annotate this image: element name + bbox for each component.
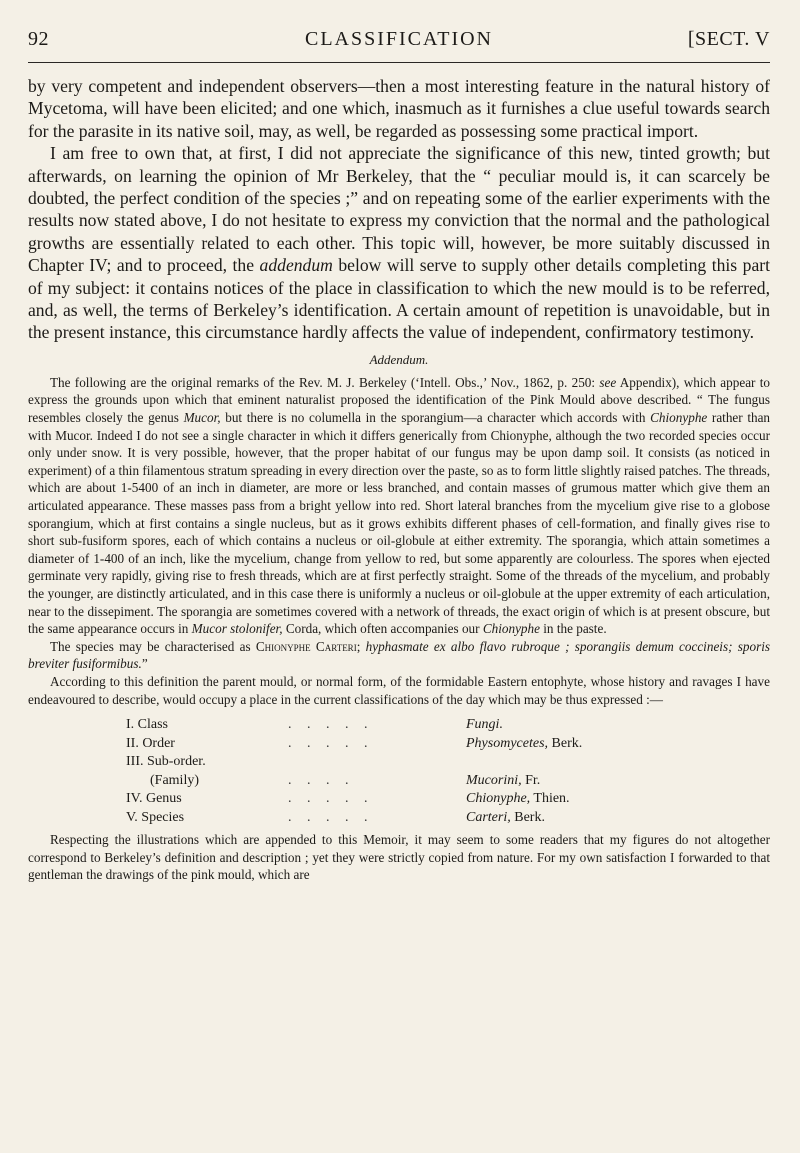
addendum-text	[28, 374, 770, 884]
running-title: CLASSIFICATION	[304, 28, 494, 50]
species-name: Chionyphe Carteri	[255, 638, 357, 654]
addendum-heading: Addendum.	[369, 351, 429, 367]
addendum-paragraph-3: According to this definition the parent mould, or normal form, of the formidable Eastern entophyte, whose history and ravages I have endeavoured to describe, would occupy a place in the current classifications of the day which may be thus expressed :—	[28, 673, 770, 707]
addendum-ref: addendum	[259, 255, 333, 276]
classification-row: (Family) . . . . Mucorini, Fr.	[150, 772, 541, 788]
classification-row: II. Order . . . . . Physomycetes, Berk.	[126, 735, 583, 751]
classification-row: V. Species . . . . . Carteri, Berk.	[126, 809, 545, 825]
paragraph-1: by very competent and independent observers—then a most interesting feature in the natural history of Mycetoma, will have been elicited; and one which, inasmuch as it furnishes a clue useful towards search for the parasite in its native soil, may, as well, be regarded as possessing some practical import.	[28, 76, 770, 141]
addendum-paragraph-2: The species may be characterised as Chionyphe Carteri; hyphasmate ex albo flavo rubroque ; sporangiis demum coccineis; sporis breviter fusiformibus.”	[28, 638, 770, 672]
closing-paragraph: Respecting the illustrations which are appended to this Memoir, it may seem to some readers that my figures do not altogether correspond to Berkeley’s definition and description ; yet they were strictly copied from nature. For my own satisfaction I forwarded to that gentleman the drawings of the pink mould, which are	[28, 832, 770, 883]
classification-table	[28, 716, 770, 827]
addendum-paragraph-1: The following are the original remarks of the Rev. M. J. Berkeley (‘Intell. Obs.,’ Nov., 1862, p. 250: see Appendix), which appear to express the grounds upon which that eminent naturalist proposed the identification of the Pink Mould above described. “ The fungus resembles closely the genus Mucor, but there is no columella in the sporangium—a character which accords with Chionyphe rather than with Mucor. Indeed I do not see a single character in which it differs generically from Chionyphe, although the two recorded species occur only under snow. It is very possible, however, that the proper habitat of our fungus may be upon damp soil. It consists (as noticed in experiment) of a thin filamentous stratum spreading in every direction over the paste, so as to form little slightly raised patches. The threads, which are about 1-5400 of an inch in diameter, are more or less branched, and contain masses of grumous matter which give them an articulated appearance. These masses pass from a bright yellow into red. Short lateral branches from the mycelium give rise to a globose sporangium, which at first contains a single nucleus, but as it grows exhibits different phases of cell-formation, and finally gives rise to short sub-fusiform spores, each of which contains a nucleus or oil-globule at either extremity. The sporangia, which attain sometimes a diameter of 1-400 of an inch, like the mycelium, change from yellow to red, but some apparently are colourless. The spores when ejected germinate very rapidly, giving rise to fresh threads, which are at first perfectly straight. Some of the threads of the mycelium, and probably the younger, are distinctly articulated, and in this case there is uniformly a nucleus or oil-globule at the upper extremity of each articulation, near to the dissepiment. The sporangia are sometimes covered with a network of threads, the exact origin of which is at present obscure, but the same appearance occurs in Mucor stolonifer, Corda, which often accompanies our Chionyphe in the paste.	[28, 374, 771, 637]
latin-diagnosis: hyphasmate ex albo flavo rubroque ; sporangiis demum coccineis; sporis breviter fusiformibus.	[28, 638, 770, 672]
main-text	[28, 75, 770, 344]
classification-row: I. Class . . . . . Fungi.	[126, 717, 503, 733]
paragraph-2: I am free to own that, at first, I did not appreciate the significance of this new, tinted growth; but afterwards, on learning the opinion of Mr Berkeley, that the “ peculiar mould is, it can scarcely be doubted, the perfect condition of the species ;” and on repeating some of the earlier experiments with the results now stated above, I do not hesitate to express my conviction that the normal and the pathological growths are essentially related to each other. This topic will, however, be more suitably discussed in Chapter IV; and to proceed, the addendum below will serve to supply other details completing this part of my subject: it contains notices of the place in classification to which the new mould is to be referred, and, as well, the terms of Berkeley’s identification. A certain amount of repetition is unavoidable, but in the present instance, this circumstance hardly affects the value of independent, confirmatory testimony.	[28, 143, 771, 343]
page-number: 92	[28, 28, 49, 50]
classification-row: IV. Genus . . . . . Chionyphe, Thien.	[126, 791, 570, 807]
section-label: [SECT. V	[687, 28, 770, 50]
classification-row: III. Sub-order.	[126, 754, 206, 770]
running-header	[28, 26, 770, 63]
